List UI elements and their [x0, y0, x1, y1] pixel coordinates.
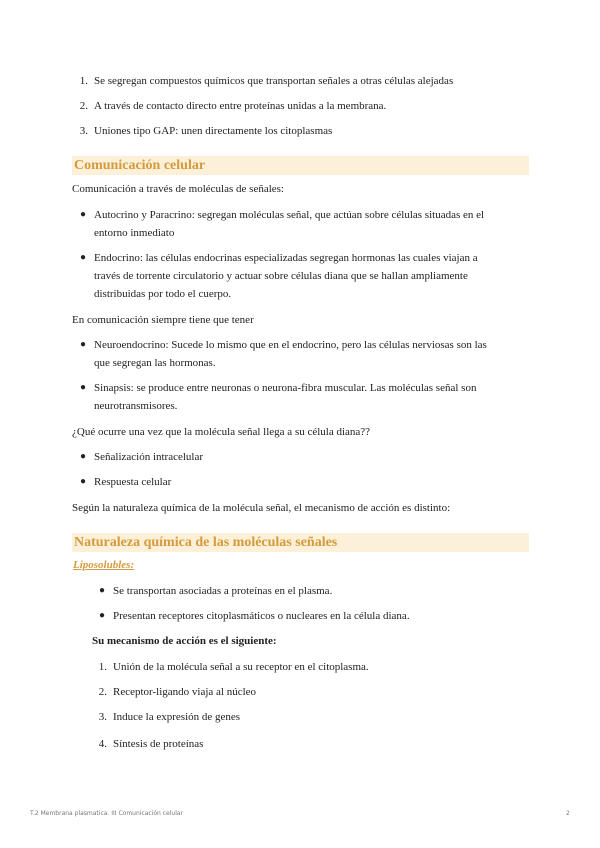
list-text: que segregan las hormonas. — [94, 357, 216, 369]
list-text: Endocrino: las células endocrinas especializadas segregan hormonas las cuales viajan a — [94, 252, 478, 264]
list-number: 3. — [98, 711, 107, 723]
subheading-liposolubles: Liposolubles: — [73, 559, 135, 571]
footer-page-number: 2 — [566, 810, 570, 817]
bullet-icon: ● — [99, 610, 106, 621]
list-number: 1. — [98, 661, 107, 673]
list-text: Respuesta celular — [94, 476, 172, 488]
bullet-icon: ● — [80, 209, 87, 220]
list-text: Neuroendocrino: Sucede lo mismo que en el endocrino, pero las células nerviosas son las — [94, 339, 487, 351]
list-text: Uniones tipo GAP: unen directamente los citoplasmas — [94, 125, 333, 137]
paragraph-text: En comunicación siempre tiene que tener — [72, 314, 254, 326]
list-text: Se transportan asociadas a proteínas en el plasma. — [113, 585, 333, 597]
list-text: entorno inmediato — [94, 227, 175, 239]
list-text: Unión de la molécula señal a su receptor en el citoplasma. — [113, 661, 369, 673]
list-text: Síntesis de proteínas — [113, 738, 204, 750]
list-text: A través de contacto directo entre proteínas unidas a la membrana. — [94, 100, 387, 112]
bullet-icon: ● — [80, 476, 87, 487]
list-text: Señalización intracelular — [94, 451, 204, 463]
list-number: 4. — [98, 738, 107, 750]
bullet-icon: ● — [80, 339, 87, 350]
list-number: 2. — [79, 100, 88, 112]
mechanism-title: Su mecanismo de acción es el siguiente: — [92, 635, 277, 647]
list-number: 2. — [98, 686, 107, 698]
bullet-icon: ● — [99, 585, 106, 596]
question-text: ¿Qué ocurre una vez que la molécula señal llega a su célula diana?? — [72, 426, 371, 438]
list-number: 1. — [79, 75, 88, 87]
list-number: 3. — [79, 125, 88, 137]
closing-text: Según la naturaleza química de la molécula señal, el mecanismo de acción es distinto: — [72, 502, 451, 514]
list-text: Receptor-ligando viaja al núcleo — [113, 686, 257, 698]
list-text: Se segregan compuestos químicos que transportan señales a otras células alejadas — [94, 75, 454, 87]
bullet-icon: ● — [80, 252, 87, 263]
footer-document-title: T.2 Membrana plasmatica. III Comunicación celular — [30, 810, 184, 817]
section-heading-naturaleza: Naturaleza química de las moléculas señales — [72, 533, 529, 552]
section-intro-text: Comunicación a través de moléculas de señales: — [72, 183, 284, 195]
list-text: distribuidas por todo el cuerpo. — [94, 288, 232, 300]
list-text: Autocrino y Paracrino: segregan moléculas señal, que actúan sobre células situadas en el — [94, 209, 485, 221]
section-heading-comunicacion: Comunicación celular — [72, 156, 529, 175]
list-text: Sinapsis: se produce entre neuronas o neurona-fibra muscular. Las moléculas señal son — [94, 382, 477, 394]
bullet-icon: ● — [80, 382, 87, 393]
list-text: Induce la expresión de genes — [113, 711, 241, 723]
list-text: neurotransmisores. — [94, 400, 178, 412]
list-text: Presentan receptores citoplasmáticos o nucleares en la célula diana. — [113, 610, 410, 622]
list-text: través de torrente circulatorio y actuar sobre células diana que se hallan ampliamente — [94, 270, 468, 282]
bullet-icon: ● — [80, 451, 87, 462]
